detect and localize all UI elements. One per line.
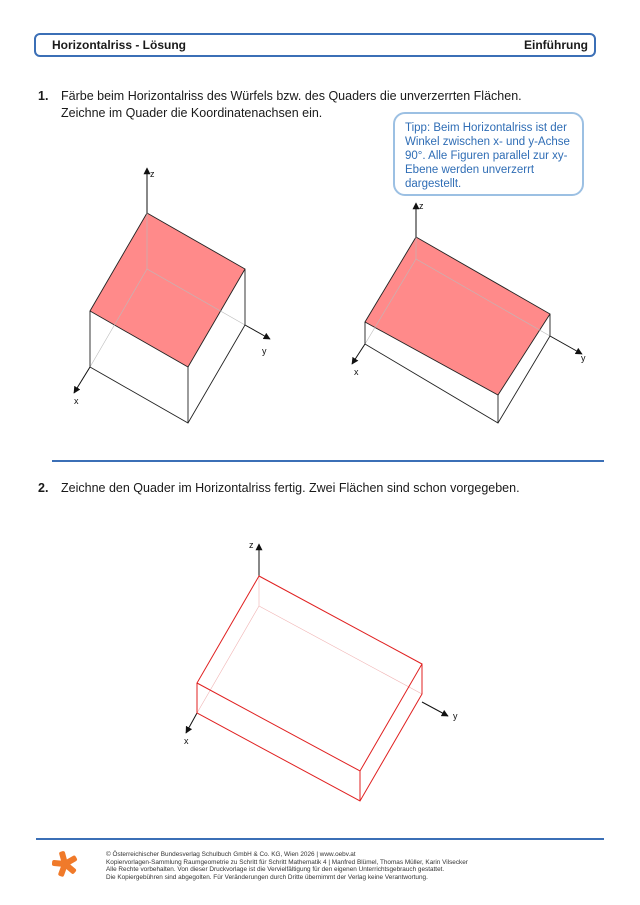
task2-label-x: x xyxy=(184,736,189,746)
task-1-line-1: Färbe beim Horizontalriss des Würfels bzw. des Quaders die unverzerrten Flächen. xyxy=(61,89,522,103)
cube-figure xyxy=(74,168,270,423)
cube-axis-x xyxy=(74,367,90,393)
cuboid-axis-y xyxy=(550,336,582,354)
task2-top-face xyxy=(197,576,422,771)
worksheet-title: Horizontalriss - Lösung xyxy=(52,38,187,52)
task2-label-y: y xyxy=(453,711,458,721)
footer-divider xyxy=(36,838,604,840)
cube-label-y: y xyxy=(262,346,267,356)
cuboid-label-z: z xyxy=(419,201,424,211)
worksheet-category: Einführung xyxy=(524,38,588,52)
cuboid-figure xyxy=(352,201,586,423)
task-2-line-1: Zeichne den Quader im Horizontalriss fertig. Zwei Flächen sind schon vorgegeben. xyxy=(61,481,520,495)
task-2-number: 2. xyxy=(38,481,49,495)
footer-series: Kopiervorlagen-Sammlung Raumgeometrie zu Schritt für Schritt Mathematik 4 | Manfred Blümel, Thomas Müller, Karin Vilsecker xyxy=(106,858,468,866)
cuboid-axis-x xyxy=(352,344,365,364)
cuboid-top-face xyxy=(365,237,550,395)
cube-axis-y xyxy=(245,325,270,339)
cube-top-face xyxy=(90,213,245,367)
cuboid-label-y: y xyxy=(581,353,586,363)
cube-label-z: z xyxy=(150,169,155,179)
footer-copyright: © Österreichischer Bundesverlag Schulbuch GmbH & Co. KG, Wien 2026 | www.oebv.at xyxy=(106,851,356,858)
cuboid-label-x: x xyxy=(354,367,359,377)
task2-axis-y xyxy=(422,702,448,716)
task-1-line-2: Zeichne im Quader die Koordinatenachsen ein. xyxy=(61,106,323,120)
task2-label-z: z xyxy=(249,540,254,550)
section-divider xyxy=(52,460,604,462)
task2-cuboid-figure xyxy=(184,540,458,801)
task2-hidden-edge xyxy=(259,606,422,694)
footer-fees: Die Kopiergebühren sind abgegolten. Für Veränderungen durch Dritte übernimmt der Verlag keine Verantwortung. xyxy=(106,873,428,881)
task2-axis-x xyxy=(186,713,197,733)
tip-text: Tipp: Beim Horizontalriss ist der Winkel zwischen x- und y-Achse 90°. Alle Figuren parallel zur xy-Ebene werden unverzerrt dargestellt. xyxy=(405,122,570,190)
task2-hidden-edge xyxy=(197,606,259,713)
footer-rights: Alle Rechte vorbehalten. Von dieser Druckvorlage ist die Vervielfältigung für den eigenen Unterrichtsgebrauch gestattet. xyxy=(106,866,445,874)
task2-visible-edges xyxy=(197,664,422,801)
publisher-logo xyxy=(52,851,78,879)
cube-label-x: x xyxy=(74,396,79,406)
footer xyxy=(106,851,468,881)
task-1-number: 1. xyxy=(38,89,49,103)
